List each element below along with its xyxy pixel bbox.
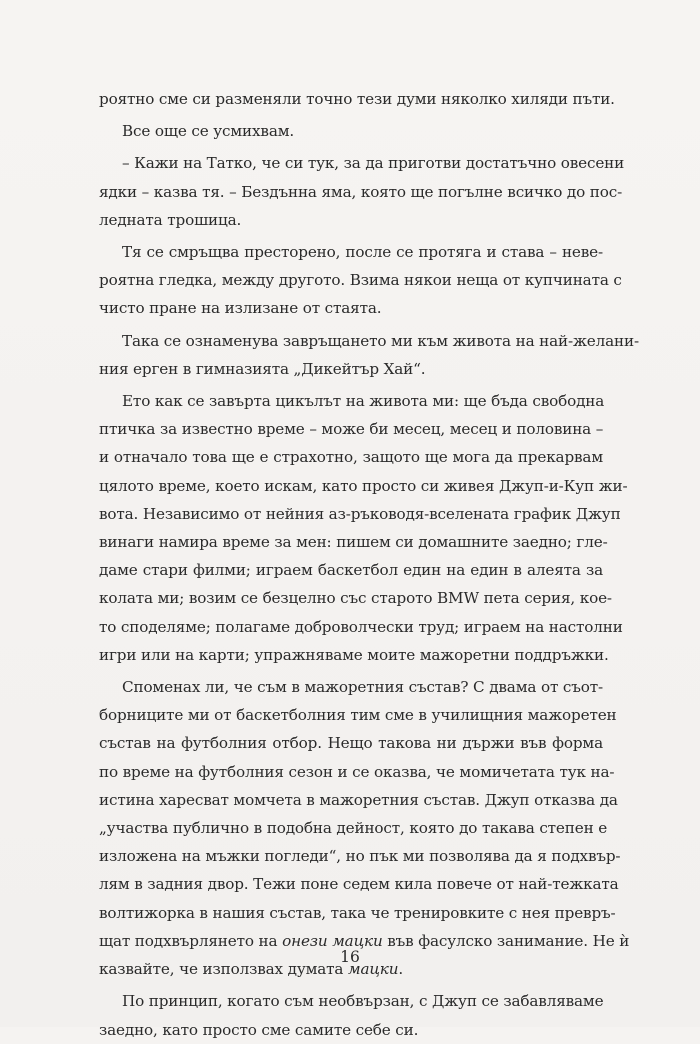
text-line: и отначало това ще е страхотно, защото ще мога да прекарвам xyxy=(99,448,603,467)
text-line: цялото време, което искам, като просто си живея Джуп-и-Куп жи- xyxy=(99,476,628,495)
text-line: състав на футболния отбор. Нещо такова ни държи във форма xyxy=(99,734,603,753)
text-line: „участва публично в подобна дейност, която до такава степен е xyxy=(99,819,608,838)
text-line: винаги намира време за мен: пишем си домашните заедно; гле- xyxy=(99,533,608,552)
text-line: лям в задния двор. Тежи поне седем кила повече от най-тежката xyxy=(99,875,619,894)
text-line: щат подхвърлянето на онези мацки във фасулско занимание. Не ѝ xyxy=(99,931,630,950)
body-text xyxy=(99,85,639,1044)
page-number: 16 xyxy=(340,948,360,966)
text-line: По принцип, когато съм необвързан, с Джуп се забавляваме xyxy=(122,992,604,1011)
text-line: по време на футболния сезон и се оказва, че момичетата тук на- xyxy=(99,762,615,781)
paragraph xyxy=(99,987,603,1043)
paragraph xyxy=(99,238,622,323)
text-line: Споменах ли, че съм в мажоретния състав? С двама от съот- xyxy=(122,678,603,697)
text-line: Тя се смръщва престорено, после се протяга и става – неве- xyxy=(122,243,603,262)
text-line: ядки – казва тя. – Бездънна яма, която ще погълне всичко до пос- xyxy=(99,182,623,201)
paragraph xyxy=(99,327,639,383)
text-line: – Кажи на Татко, че си тук, за да приготви достатъчно овесени xyxy=(122,154,625,173)
text-line: роятна гледка, между другото. Взима някои неща от купчината с xyxy=(99,271,622,290)
text-line: колата ми; возим се безцелно със старото BMW пета серия, кое- xyxy=(99,589,612,608)
paragraph xyxy=(99,387,628,669)
text-line: изложена на мъжки погледи“, но пък ми позволява да я подхвър- xyxy=(99,847,621,866)
paragraph xyxy=(99,85,615,113)
text-line: вота. Независимо от нейния аз-ръководя-вселената график Джуп xyxy=(99,504,621,523)
text-line: роятно сме си разменяли точно тези думи няколко хиляди пъти. xyxy=(99,90,615,108)
paragraph xyxy=(99,149,625,234)
text-line: волтижорка в нашия състав, така че тренировките с нея превръ- xyxy=(99,903,616,922)
text-line: даме стари филми; играем баскетбол един на един в алеята за xyxy=(99,561,603,580)
text-line: чисто пране на излизане от стаята. xyxy=(99,299,382,318)
text-line: ледната трошица. xyxy=(99,210,242,229)
text-line: борниците ми от баскетболния тим сме в училищния мажоретен xyxy=(99,706,617,725)
paragraph xyxy=(99,117,603,145)
text-line: ния ерген в гимназията „Дикейтър Хай“. xyxy=(99,359,426,378)
text-line: Все още се усмихвам. xyxy=(122,122,295,141)
text-line: истина харесват момчета в мажоретния състав. Джуп отказва да xyxy=(99,790,618,809)
paragraph xyxy=(99,673,630,983)
text-line: птичка за известно време – може би месец, месец и половина – xyxy=(99,420,604,439)
text-line: игри или на карти; упражняваме моите мажоретни поддръжки. xyxy=(99,645,609,664)
text-line: Ето как се завърта цикълът на живота ми: ще бъда свободна xyxy=(122,392,605,411)
text-line: Така се ознаменува завръщането ми към живота на най-желани- xyxy=(122,331,639,350)
text-line: казвайте, че използвах думата мацки. xyxy=(99,960,404,979)
text-line: то споделяме; полагаме доброволчески труд; играем на настолни xyxy=(99,617,623,636)
text-line: заедно, като просто сме самите себе си. xyxy=(99,1020,419,1039)
